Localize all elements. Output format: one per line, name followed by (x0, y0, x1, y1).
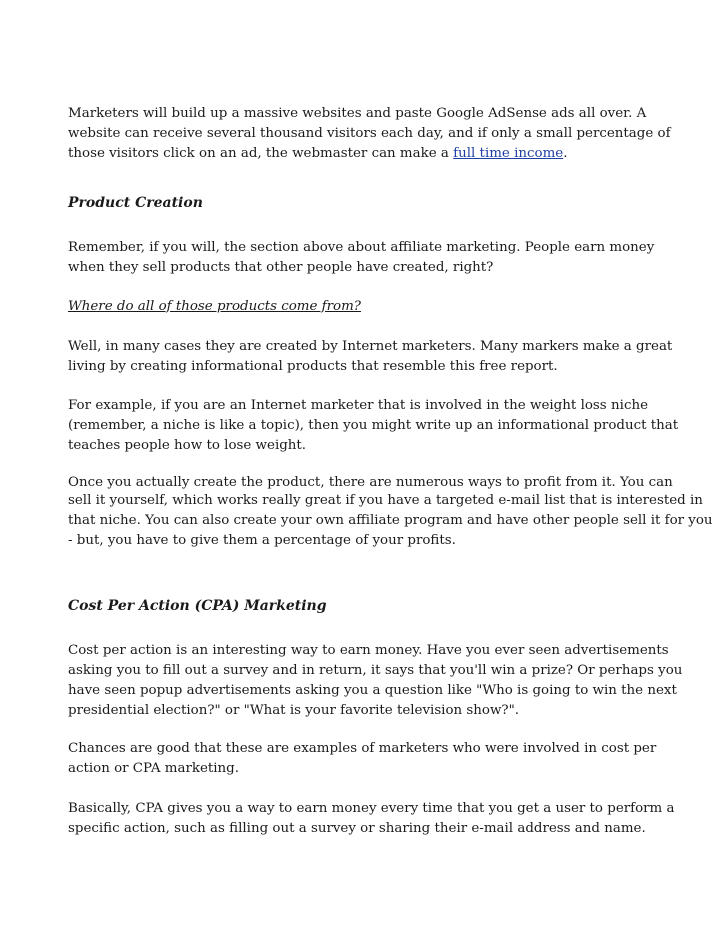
basically-line-1: Basically, CPA gives you a way to earn money every time that you get a user to perform a (68, 801, 675, 816)
well-line-1: Well, in many cases they are created by Internet marketers. Many markers make a great (68, 339, 673, 354)
once-line-1: Once you actually create the product, there are numerous ways to profit from it. You can (68, 475, 673, 490)
product-creation-heading: Product Creation (68, 195, 203, 211)
once-line-3: that niche. You can also create your own affiliate program and have other people sell it for you (68, 513, 713, 528)
adsense-line-3 (68, 144, 567, 164)
once-line-2: sell it yourself, which works really great if you have a targeted e-mail list that is interested in (68, 493, 703, 508)
once-line-4: - but, you have to give them a percentage of your profits. (68, 533, 456, 548)
cpa-line-1: Cost per action is an interesting way to earn money. Have you ever seen advertisements (68, 643, 669, 658)
well-line-2: living by creating informational products that resemble this free report. (68, 359, 558, 374)
adsense-line-2: website can receive several thousand visitors each day, and if only a small percentage of (68, 126, 671, 141)
example-line-2: (remember, a niche is like a topic), then you might write up an informational product that (68, 418, 679, 433)
cpa-line-2: asking you to fill out a survey and in return, it says that you'll win a prize? Or perhaps you (68, 663, 683, 678)
cpa-line-3: have seen popup advertisements asking you a question like "Who is going to win the next (68, 683, 677, 698)
chances-line-2: action or CPA marketing. (68, 761, 239, 776)
adsense-line-1: Marketers will build up a massive websites and paste Google AdSense ads all over. A (68, 106, 647, 121)
example-line-3: teaches people how to lose weight. (68, 438, 307, 453)
products-question: Where do all of those products come from? (68, 299, 361, 314)
full-time-income-link[interactable]: full time income (453, 146, 564, 161)
chances-line-1: Chances are good that these are examples of marketers who were involved in cost per (68, 741, 657, 756)
basically-line-2: specific action, such as filling out a survey or sharing their e-mail address and name. (68, 821, 646, 836)
example-line-1: For example, if you are an Internet marketer that is involved in the weight loss niche (68, 398, 648, 413)
cpa-line-4: presidential election?" or "What is your favorite television show?". (68, 703, 520, 718)
adsense-line-3-text: those visitors click on an ad, the webmaster can make a (68, 146, 454, 161)
remember-line-2: when they sell products that other people have created, right? (68, 260, 494, 275)
remember-line-1: Remember, if you will, the section above about affiliate marketing. People earn money (68, 240, 655, 255)
adsense-line-3-end: . (563, 146, 568, 161)
cpa-heading: Cost Per Action (CPA) Marketing (68, 598, 327, 614)
